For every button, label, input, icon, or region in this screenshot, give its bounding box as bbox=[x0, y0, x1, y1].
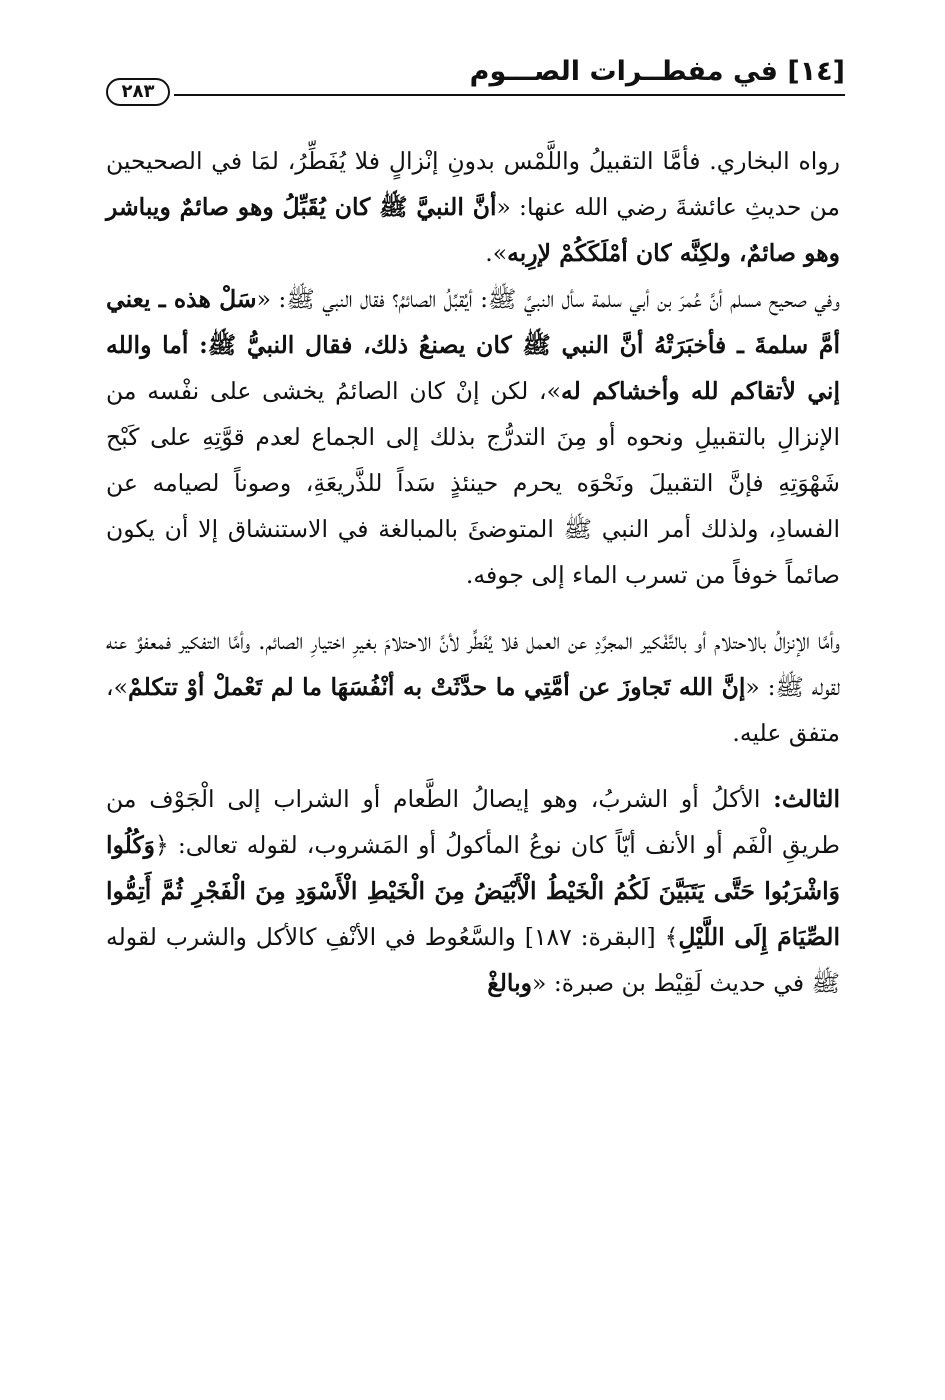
page-number: ٢٨٣ bbox=[106, 78, 170, 106]
section-label: الثالث: bbox=[773, 785, 840, 813]
text-run: »، متفق عليه. bbox=[106, 673, 840, 747]
hadith-text: إنَّ الله تَجاوزَ عن أمَّتِي ما حدَّثَتْ به أنْفُسَهَا ما لم تَعْملْ أوْ تتكلمْ bbox=[127, 673, 746, 701]
quran-verse: وَكُلُوا وَاشْرَبُوا حَتَّى يَتَبَيَّنَ لَكُمُ الْخَيْطُ الْأَبْيَضُ مِنَ الْخَيْطِ الْأَسْوَدِ مِنَ الْفَجْرِ ثُمَّ أَتِمُّوا الصِّيَامَ إِلَى اللَّيْلِ bbox=[106, 831, 840, 951]
text-run: ﴾ [البقرة: ١٨٧] والسَّعُوط في الأنْفِ كالأكل والشرب لقوله ﷺ في حديث لَقِيْط بن صبرة: « bbox=[106, 923, 840, 997]
hadith-text: سَلْ هذه ـ يعني أمَّ سلمةَ ـ فأخبَرَتْهُ أنَّ النبي ﷺ كان يصنعُ ذلك، فقال النبيُّ ﷺ: أما والله إني لأتقاكم لله وأخشاكم له bbox=[106, 285, 840, 405]
text-run: وفي صحيح مسلم أنَّ عُمرَ بن أبي سلمة سأل النبيَّ ﷺ: أيُقبِّلُ الصائمُ؟ فقال النبي ﷺ: « bbox=[256, 285, 840, 313]
header-rule-group bbox=[100, 78, 845, 108]
hadith-text: وبالغْ bbox=[487, 969, 532, 997]
text-run: وأمَّا الإنزالُ بالاحتلام أو بالتَّفْكير المجرَّدِ عن العمل فلا يُفَطِّر لأنَّ الاحتلامَ بغيرِ اختيارِ الصائم. وأمَّا التفكير فمعفوٌ عنه لقوله ﷺ: « bbox=[106, 627, 840, 701]
text-run: ». bbox=[485, 239, 508, 267]
paragraph-3 bbox=[106, 618, 840, 756]
text-run: الأكلُ أو الشربُ، وهو إيصالُ الطَّعام أو الشراب إلى الْجَوْف من طريقِ الْفَم أو الأنف أيّاً كان نوعُ المأكولُ أو المَشروب، لقوله تعالى: ﴿ bbox=[106, 785, 840, 859]
paragraph-4 bbox=[106, 776, 840, 1006]
header-rule bbox=[174, 94, 845, 96]
text-run: »، لكن إنْ كان الصائمُ يخشى على نفْسه من الإنزالِ بالتقبيلِ ونحوه أو مِنَ التدرُّج بذلك إلى الجماع لعدم قوَّتِهِ على كَبْح شَهْوَتِهِ فإنَّ التقبيلَ ونَحْوَه يحرم حينئذٍ سَداً للذَّريعَةِ، وصوناً لصيامه عن الفسادِ، ولذلك أمر النبي ﷺ المتوضئَ بالمبالغة في الاستنشاق إلا أن يكون صائماً خوفاً من تسرب الماء إلى جوفه. bbox=[106, 377, 840, 589]
paragraph-2 bbox=[106, 276, 840, 598]
chapter-title: [١٤] في مفطــرات الصـــوم bbox=[469, 56, 845, 87]
text-run: رواه البخاري. فأمَّا التقبيلُ واللَّمْس بدونِ إنْزالٍ فلا يُفَطِّرُ، لمَا في الصحيحين من حديثِ عائشةَ رضي الله عنها: « bbox=[106, 147, 840, 221]
page-body bbox=[106, 138, 840, 1006]
paragraph-1 bbox=[106, 138, 840, 276]
running-header bbox=[100, 48, 845, 108]
hadith-text: أنَّ النبيَّ ﷺ كان يُقَبِّلُ وهو صائمٌ ويباشر وهو صائمٌ، ولكِنَّه كان أمْلَكَكُمْ لإرِبه bbox=[106, 193, 840, 267]
